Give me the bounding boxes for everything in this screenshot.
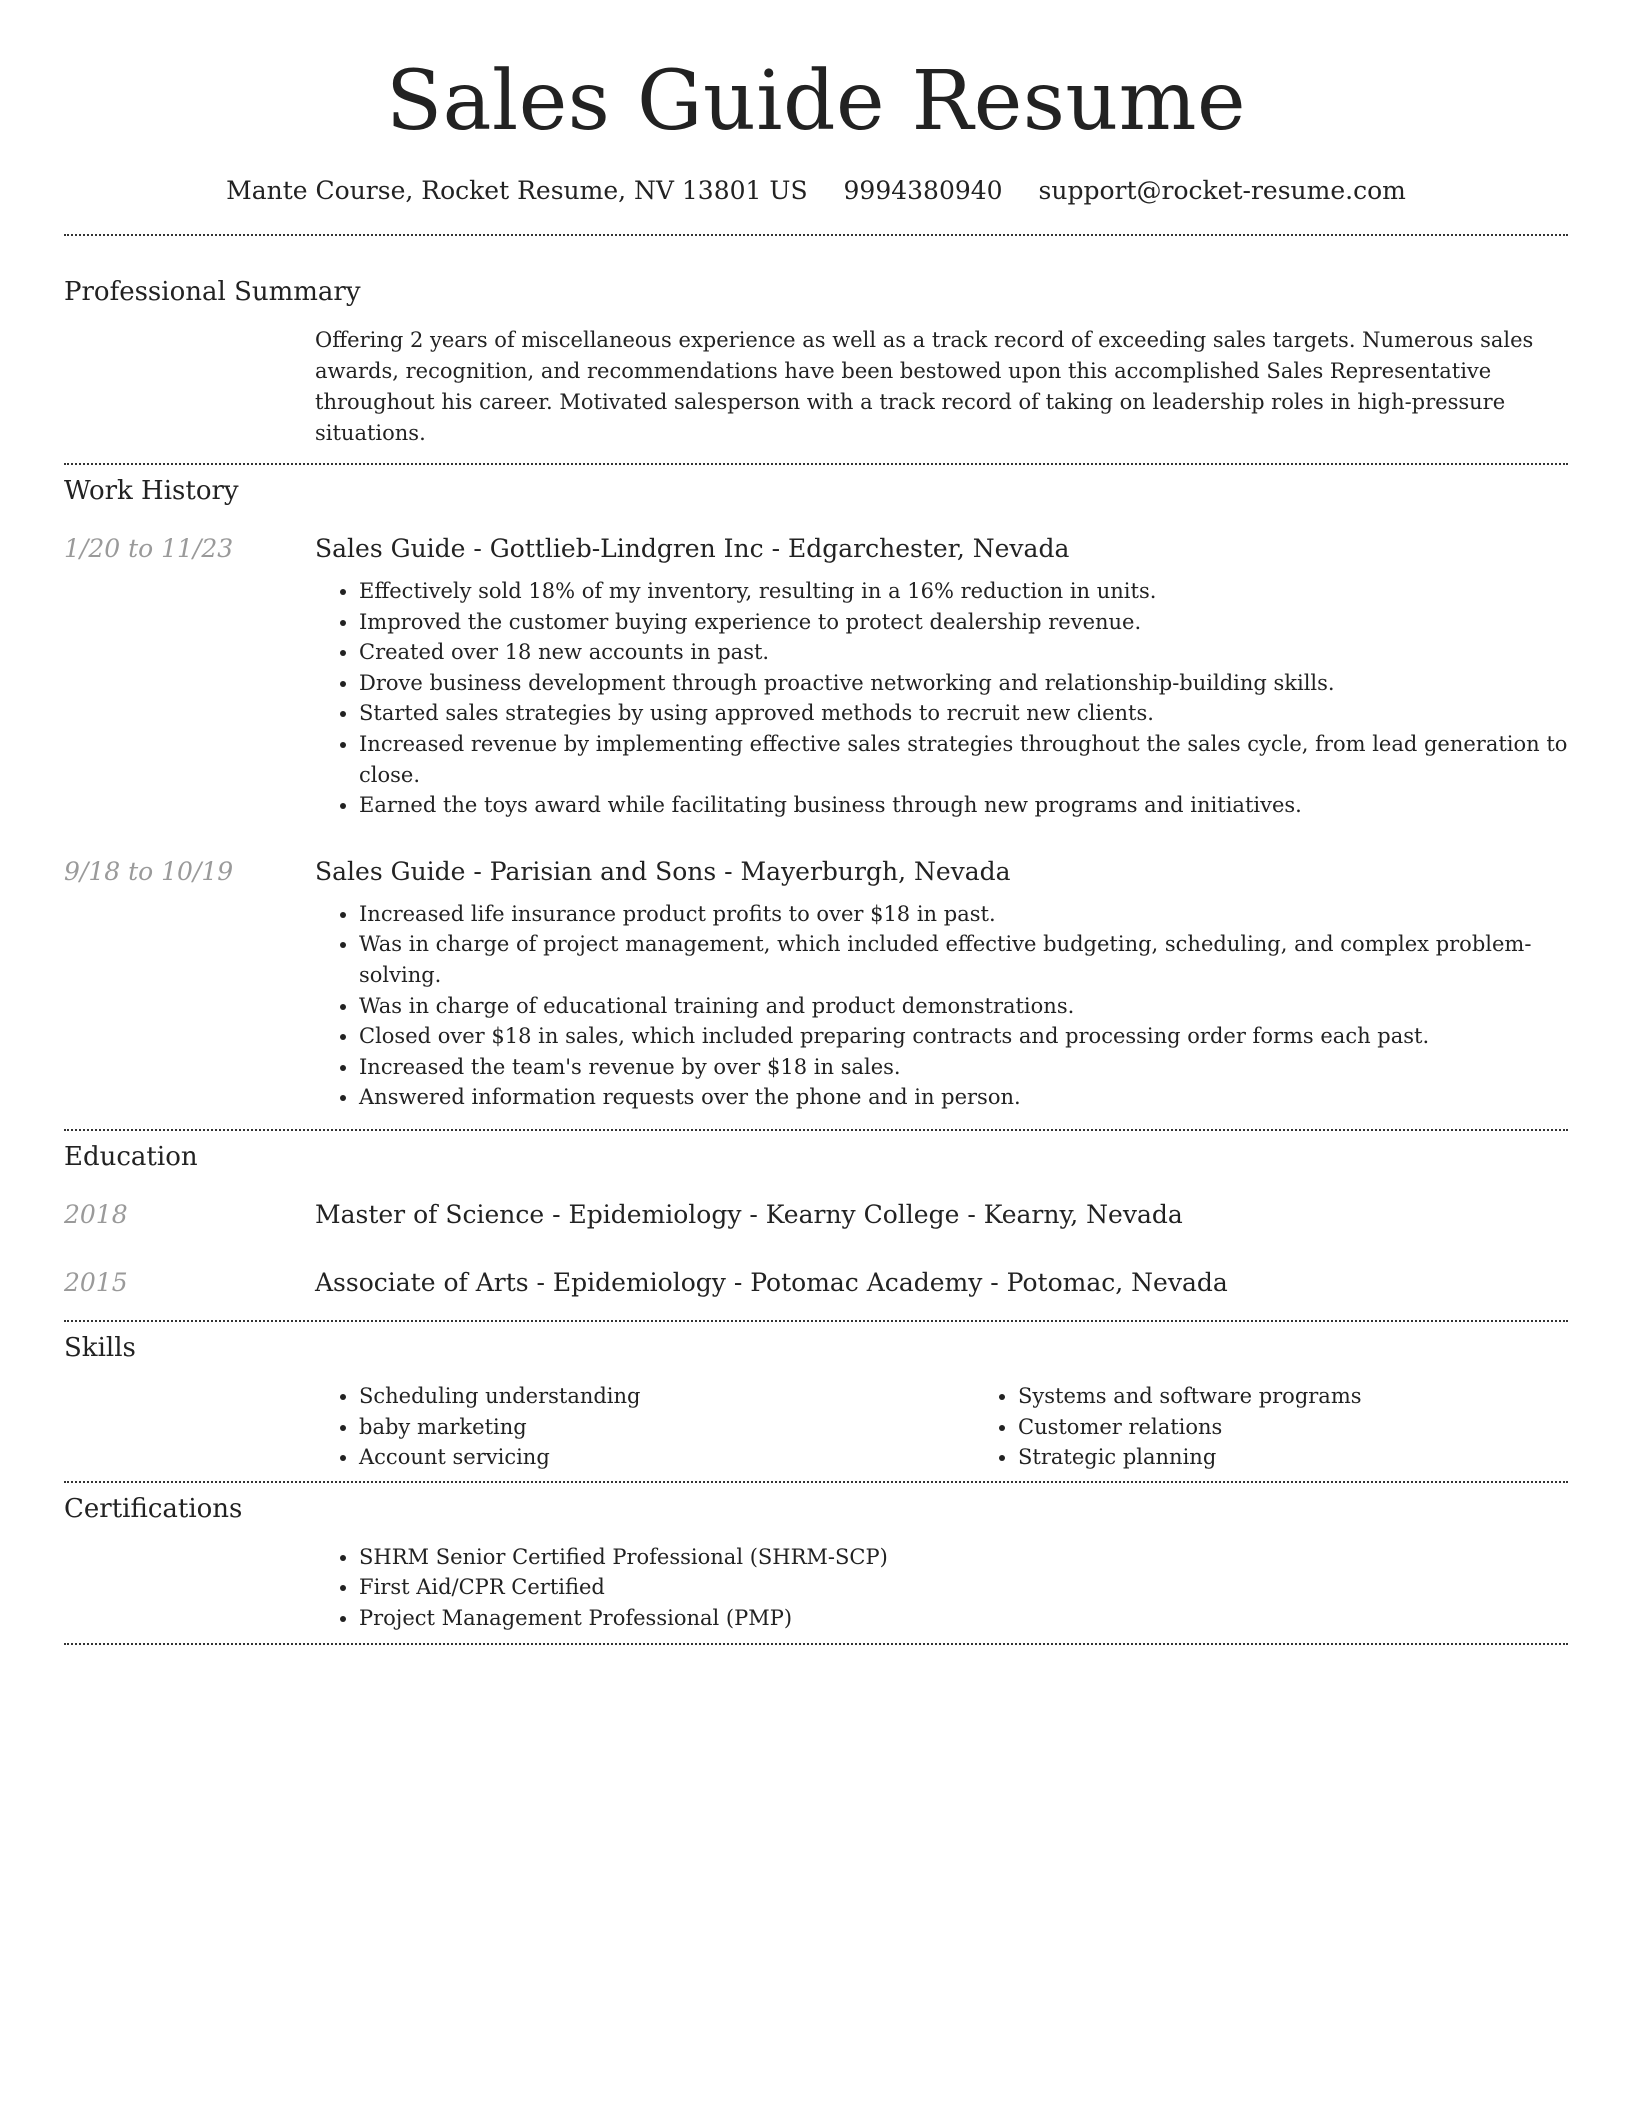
list-item: • baby marketing bbox=[359, 1412, 974, 1443]
divider bbox=[64, 463, 1568, 465]
section-title-education: Education bbox=[64, 1141, 198, 1172]
contact-address: Mante Course, Rocket Resume, NV 13801 US bbox=[226, 176, 808, 205]
list-item: • Started sales strategies by using approved methods to recruit new clients. bbox=[359, 698, 1568, 729]
resume-page bbox=[64, 0, 1568, 1645]
list-item: • Project Management Professional (PMP) bbox=[359, 1603, 1568, 1634]
section-title-skills: Skills bbox=[64, 1332, 136, 1363]
list-item: • Created over 18 new accounts in past. bbox=[359, 637, 1568, 668]
divider bbox=[64, 1320, 1568, 1322]
education-year: 2015 bbox=[64, 1267, 128, 1297]
section-title-work-history: Work History bbox=[64, 476, 239, 506]
certifications-section bbox=[64, 1492, 1568, 1634]
divider bbox=[64, 1129, 1568, 1131]
job-entry bbox=[64, 532, 1568, 821]
list-item: • Account servicing bbox=[359, 1442, 974, 1473]
summary-text: Offering 2 years of miscellaneous experience as well as a track record of exceeding sales targets. Numerous sales awards, recognition, and recommendations have been bestowed upon this accomplished Sales Representative throughout his career. Motivated salesperson with a track record of taking on leadership roles in high-pressure situations. bbox=[315, 328, 1534, 445]
list-item: • Systems and software programs bbox=[1018, 1381, 1632, 1412]
divider bbox=[64, 234, 1568, 236]
list-item: • Drove business development through proactive networking and relationship-building skills. bbox=[359, 668, 1568, 699]
job-bullets bbox=[315, 899, 1568, 1113]
education-year: 2018 bbox=[64, 1199, 128, 1229]
list-item: • Was in charge of project management, which included effective budgeting, scheduling, and complex problem-solving. bbox=[359, 929, 1568, 990]
job-heading: Sales Guide - Gottlieb-Lindgren Inc - Edgarchester, Nevada bbox=[315, 534, 1070, 563]
contact-phone: 9994380940 bbox=[843, 176, 1003, 205]
contact-line bbox=[64, 172, 1568, 210]
list-item: • Scheduling understanding bbox=[359, 1381, 974, 1412]
list-item: • Increased revenue by implementing effective sales strategies throughout the sales cycle, from lead generation to close. bbox=[359, 729, 1568, 790]
job-entry bbox=[64, 855, 1568, 1113]
list-item: • Effectively sold 18% of my inventory, resulting in a 16% reduction in units. bbox=[359, 576, 1568, 607]
job-heading: Sales Guide - Parisian and Sons - Mayerburgh, Nevada bbox=[315, 856, 1011, 886]
section-title-summary: Professional Summary bbox=[64, 277, 361, 307]
list-item: • Increased the team's revenue by over $18 in sales. bbox=[359, 1052, 1568, 1083]
list-item: • SHRM Senior Certified Professional (SHRM-SCP) bbox=[359, 1542, 1568, 1573]
list-item: • Was in charge of educational training and product demonstrations. bbox=[359, 991, 1568, 1022]
education-section bbox=[64, 1140, 1568, 1300]
list-item: • Improved the customer buying experience to protect dealership revenue. bbox=[359, 607, 1568, 638]
divider bbox=[64, 1643, 1568, 1645]
education-entry bbox=[64, 1198, 1568, 1232]
skills-section bbox=[64, 1331, 1568, 1473]
job-bullets bbox=[315, 576, 1568, 821]
certifications-list bbox=[315, 1542, 1568, 1634]
resume-name: Sales Guide Resume bbox=[385, 54, 1247, 149]
list-item: • Earned the toys award while facilitating business through new programs and initiatives. bbox=[359, 790, 1568, 821]
skills-list-right bbox=[974, 1381, 1632, 1473]
education-degree: Associate of Arts - Epidemiology - Potomac Academy - Potomac, Nevada bbox=[315, 1267, 1228, 1297]
list-item: • First Aid/CPR Certified bbox=[359, 1572, 1568, 1603]
list-item: • Increased life insurance product profits to over $18 in past. bbox=[359, 899, 1568, 930]
skills-list-left bbox=[315, 1381, 974, 1473]
job-dates: 9/18 to 10/19 bbox=[64, 856, 234, 886]
section-title-certifications: Certifications bbox=[64, 1493, 243, 1524]
list-item: • Answered information requests over the phone and in person. bbox=[359, 1082, 1568, 1113]
education-degree: Master of Science - Epidemiology - Kearny College - Kearny, Nevada bbox=[315, 1199, 1183, 1229]
contact-email: support@rocket-resume.com bbox=[1038, 176, 1406, 205]
summary-section bbox=[64, 275, 1568, 449]
list-item: • Customer relations bbox=[1018, 1412, 1632, 1443]
work-history-section bbox=[64, 474, 1568, 1113]
divider bbox=[64, 1481, 1568, 1483]
list-item: • Strategic planning bbox=[1018, 1442, 1632, 1473]
list-item: • Closed over $18 in sales, which included preparing contracts and processing order forms each past. bbox=[359, 1021, 1568, 1052]
job-dates: 1/20 to 11/23 bbox=[64, 534, 234, 563]
education-entry bbox=[64, 1266, 1568, 1300]
